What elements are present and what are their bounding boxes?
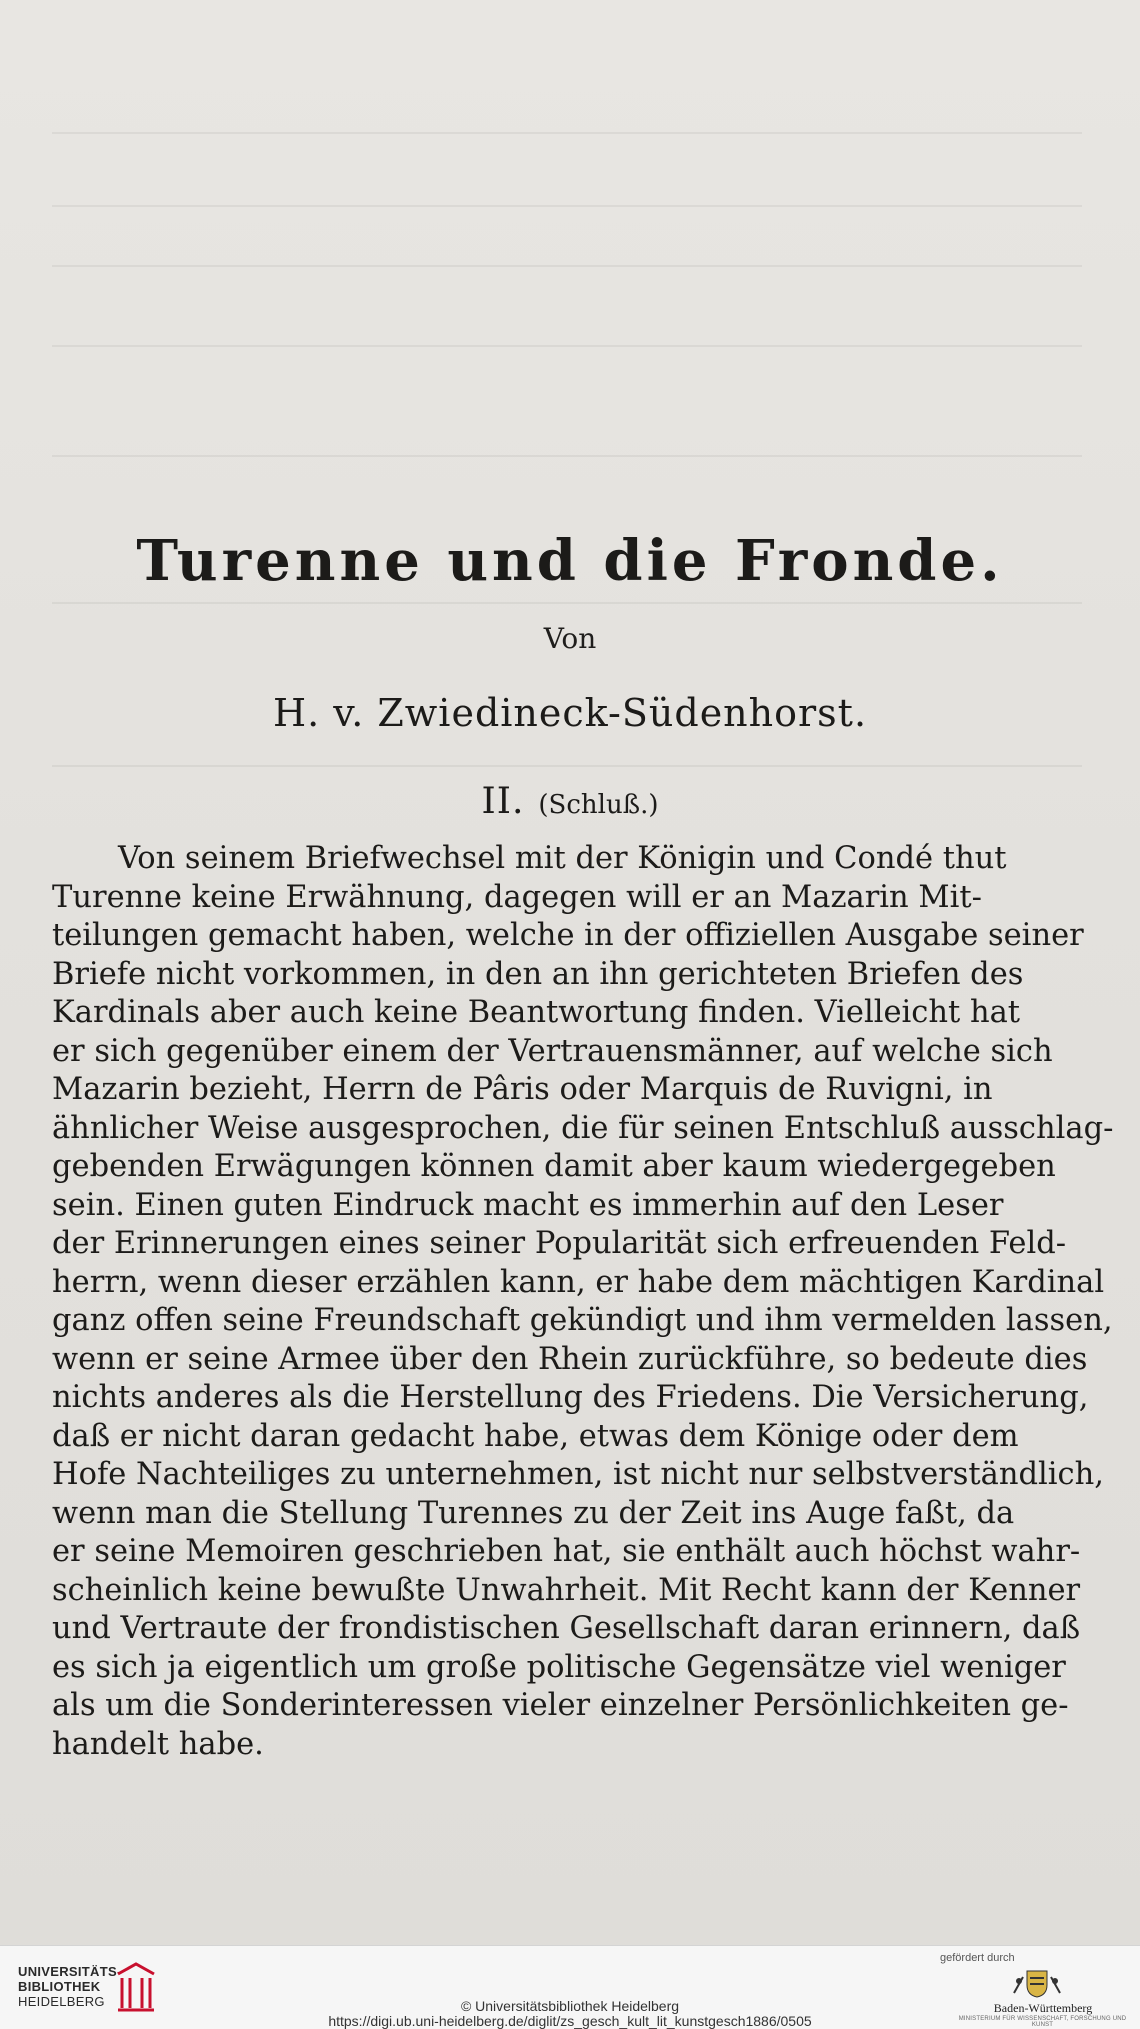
text-line: Kardinals aber auch keine Beantwortung finden. Vielleicht hat	[52, 995, 1021, 1030]
bleed-through-line	[52, 602, 1082, 604]
bleed-through-line	[52, 205, 1082, 207]
text-line: er seine Memoiren geschrieben hat, sie enthält auch höchst wahr-	[52, 1534, 1081, 1569]
text-line: teilungen gemacht haben, welche in der offiziellen Ausgabe seiner	[52, 918, 1084, 953]
text-line: Briefe nicht vorkommen, in den an ihn gerichteten Briefen des	[52, 956, 1024, 992]
copyright-text: © Universitätsbibliothek Heidelberg	[460, 1998, 680, 2014]
text-line: er sich gegenüber einem der Vertrauensmänner, auf welche sich	[52, 1033, 1053, 1069]
bleed-through-line	[52, 455, 1082, 457]
text-line: es sich ja eigentlich um große politische Gegensätze viel weniger	[52, 1649, 1066, 1685]
bleed-through-line	[52, 265, 1082, 267]
coat-of-arms-icon	[1010, 1968, 1064, 1998]
text-line: handelt habe.	[52, 1726, 264, 1762]
article-title: Turenne und die Fronde.	[136, 528, 1004, 594]
text-line: sein. Einen guten Eindruck macht es immerhin auf den Leser	[52, 1187, 1004, 1223]
text-line: ähnlicher Weise ausgesprochen, die für seinen Entschluß ausschlag-	[52, 1110, 1114, 1146]
text-line: scheinlich keine bewußte Unwahrheit. Mit Recht kann der Kenner	[52, 1572, 1081, 1608]
text-line: der Erinnerungen eines seiner Popularität sich erfreuenden Feld-	[52, 1226, 1067, 1261]
text-line: Mazarin bezieht, Herrn de Pâris oder Marquis de Ruvigni, in	[52, 1072, 993, 1107]
text-line: wenn er seine Armee über den Rhein zurückführe, so bedeute dies	[52, 1341, 1088, 1377]
text-line: und Vertraute der frondistischen Gesellschaft daran erinnern, daß	[52, 1611, 1081, 1646]
viewer-footer	[0, 1945, 1140, 2029]
bleed-through-line	[52, 132, 1082, 134]
author-name: H. v. Zwiedineck-Südenhorst.	[272, 691, 868, 735]
body-paragraph	[52, 840, 1114, 1764]
funder-ministry: MINISTERIUM FÜR WISSENSCHAFT, FORSCHUNG UND KUNST	[958, 2016, 1127, 2028]
text-line: wenn man die Stellung Turennes zu der Zeit ins Auge faßt, da	[52, 1495, 1015, 1531]
section-note: (Schluß.)	[538, 790, 659, 820]
section-heading	[0, 780, 1140, 830]
permalink-url[interactable]: https://digi.ub.uni-heidelberg.de/diglit/zs_gesch_kult_lit_kunstgesch1886/0505	[328, 2013, 812, 2029]
library-city: HEIDELBERG	[18, 1994, 105, 2009]
text-line: Hofe Nachteiliges zu unternehmen, ist nicht nur selbstverständlich,	[52, 1457, 1104, 1492]
bleed-through-line	[52, 765, 1082, 767]
text-line: Von seinem Briefwechsel mit der Königin und Condé thut	[118, 841, 1007, 876]
library-name-line1: UNIVERSITÄTS-	[18, 1964, 122, 1979]
text-line: Turenne keine Erwähnung, dagegen will er an Mazarin Mit-	[52, 879, 982, 915]
text-line: als um die Sonderinteressen vieler einzelner Persönlichkeiten ge-	[52, 1688, 1069, 1723]
text-line: gebenden Erwägungen können damit aber kaum wiedergegeben	[52, 1149, 1056, 1184]
text-line: herrn, wenn dieser erzählen kann, er habe dem mächtigen Kardinal	[52, 1264, 1105, 1300]
section-number: II.	[481, 781, 525, 822]
text-line: daß er nicht daran gedacht habe, etwas dem Könige oder dem	[52, 1418, 1019, 1454]
funded-by-label: gefördert durch	[940, 1952, 1015, 1964]
library-name-line2: BIBLIOTHEK	[18, 1979, 101, 1994]
text-line: nichts anderes als die Herstellung des Friedens. Die Versicherung,	[52, 1380, 1089, 1415]
byline-von: Von	[543, 622, 597, 655]
funder-name[interactable]: Baden-Württemberg	[993, 2001, 1093, 2015]
text-line: ganz offen seine Freundschaft gekündigt und ihm vermelden lassen,	[52, 1303, 1113, 1338]
bleed-through-line	[52, 345, 1082, 347]
